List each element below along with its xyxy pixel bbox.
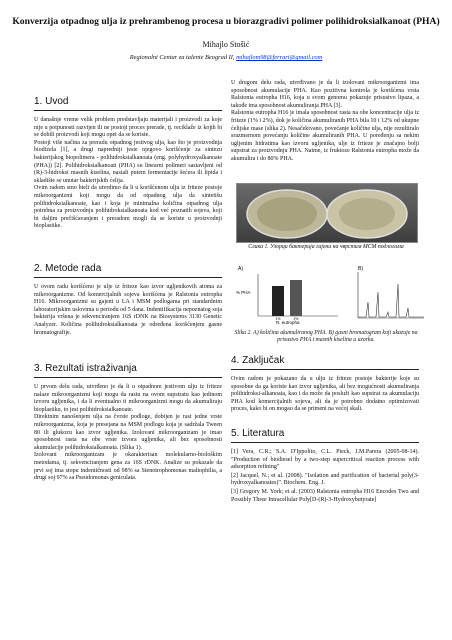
intro-paragraph-3: Ovim radom smo hteli da utvrdimo da li u korišćenom ulju iz friteze postoje mikroorganizmi koji mogu da od otpadnog ulja da sintetišu polihidroksialkanoate, kao i koja je minimalna količina otpadnog ulja potrebna za proizvodnju polihidroksialkanoata kod već poznatih sojeva, koji bi daljim prečišćavanjem i preradom mogli da se koriste u proizvodnji bioplastike.: [34, 185, 222, 230]
reference-item: [1] Vera, C.R.; S.A. D'Ippolito, C.L. Pieck, J.M.Parera (2005-08-14). "Production of biodiesel by a two-step supercritical reaction process with adsorption refining": [231, 448, 419, 471]
section-heading-results: 3. Rezultati istraživanja: [34, 363, 222, 378]
reference-item: [3] Gregory M. York; et al. (2003) Ralstonia eutropha H16 Encodes Two and Possibly Three Intracellular Poly[D-(R)-3-Hydroxybutyrate]: [231, 488, 419, 503]
results-paragraph-1: U prvom delu rada, utvrđeno je da li u otpadnom jestivom ulju iz friteze nalaze mikroorganizmi koji mogu da rastu na ovom supstratu kao jedinom izvoru ugljenika, i da li eventualno ti mikroorganizmi mogu da akumuliraju bioplastiku, to jest polihidroksialkanoate.: [34, 384, 222, 413]
intro-paragraph-2: Postoji više načina za preradu otpadnog jestivog ulja, kao što je proizvodnja biodizela [1], a drugi napredniji jeste njegovo korišćenje za sintezu bakterijskog biopolimera - polihidroksialkanoata (eng. polyhydroxyalkanoate (PHA)) [2]. Polihidroksialkanoati (PHA) su linearni polimeri sastavljeni od (R)-3-hidroksi masnih kiselina, nastali putem fermentacije šećera ili lipida i skladište se unutar bakterijskih ćelija.: [34, 139, 222, 184]
section-heading-intro: 1. Uvod: [34, 96, 222, 111]
panel-b-label: B): [358, 266, 363, 272]
right-lower-column: [231, 355, 419, 505]
bar-category-label: 2%: [293, 317, 299, 321]
methods-paragraph: U ovom radu korišćeno je ulje iz friteze kao izvor ugljenikovih atoma za mikroorganizme. Od komercijalnih sojeva korišćena je Ralstonia eutropha H16. Mikroorganizmi su gajeni u LA i MSM podlogama pri standardnim laboratorijskim uslovima u periodu od 5 dana. Indentifikacija nepoznatog soja bakterija vršena je sekvenciranjem 16S rDNK na Biosystems 3130 Genetic Analyzer. Količina polihidroksialkanoata je određena korišćenjem gasne hromatografije.: [34, 284, 222, 336]
section-methods: [34, 263, 222, 337]
panel-a-label: A): [238, 266, 243, 272]
right-column: [231, 80, 419, 164]
conclusion-paragraph: Ovim radom je pokazano da u ulju iz friteze postoje bakterije koje su sposobne da ga koriste kao izvor ugljenika, ali bez mogućnosti akumuliranja polihidroksi-alkanoata, kao i da može da posluži kao supstrat za akumulaciju PHA kod komercijalnih sojeva, ali da je potrebno dodatno optimizovati proces, kako bi on mogao da se primeni na većoj skali.: [231, 376, 419, 413]
section-heading-conclusion: 4. Zaključak: [231, 355, 419, 370]
bar-category-label: 1%: [275, 317, 281, 321]
section-intro: [34, 96, 222, 231]
bar: [290, 280, 302, 316]
paper-title: Konverzija otpadnog ulja iz prehrambenog procesa u biorazgradivi polimer polihidroksialkanoat (PHA): [12, 16, 440, 27]
section-heading-methods: 2. Metode rada: [34, 263, 222, 278]
section-heading-references: 5. Literatura: [231, 428, 419, 443]
right-paragraph-2: Ralstonia eutropha H16 je imala sposobnost rasta na obe koncentracije ulja iz friteze (1% i 2%), dok je količina akumuliranih PHA bila 10 i 12% od ukupne ćelijske mase (slika 2). Nesačekivano, povećanje količine ulja, nije rezultiralo srazmernom povećanju količine akumuliranih PHA. U poređenju sa nekim ugljenim hidratima kao izvoru ugljenika, ulje iz friteze je značajno bolji supstrat za proizvodnju PHA. Naime, iz fruktoze Ralstonia eutropha može da akumulira i do 80% PHA.: [231, 110, 419, 162]
reference-list: [231, 449, 419, 504]
bar: [272, 286, 284, 316]
author-name: Mihajlo Stošić: [202, 40, 250, 49]
reference-item: [2] Jacquel, N.; et al. (2008). "Isolation and purification of bacterial poly(3-hydroxyalkanoates)". Biochem. Eng. J.: [231, 472, 419, 487]
email-link[interactable]: mihajlom98@ferrari@gmail.com: [236, 54, 323, 61]
results-paragraph-3: Izolovani mikroorganizam je okarakterisan molekularno-biološkim metodama, tj. sekvenciranjem gena za 16S rDNK. Analize su pokazale da prvi soj ima stopu indentičnosti od 98% sa Stenotrophomonas maltophilia, a drugi soj 97% sa Pseudomonas geniculata.: [34, 452, 222, 482]
y-axis-label: % PHA: [236, 290, 251, 295]
figure-1-caption: Слика 1. Узорци бактерија гајени на чврстим МСМ подлогама: [248, 244, 404, 250]
figure-2-graphic: [236, 262, 426, 328]
results-paragraph-2: Direktnim nanošenjem ulja na čvrste podloge, dobijen je rast jedne vrste mikroorganizma, koja je presejana na MSM podlogu koja je sadržala Tween 80 ili glukozu kao izvor ugljenika. Izolovani mikroorganizam je imao sposobnost rasta na obe vrste izvora ugljenika, ali bez sposobnosti akumulacije polihidroksialkanoata. (Slika 1).: [34, 414, 222, 451]
affiliation: [0, 54, 452, 61]
figure-2-caption: Slika 2. A) količina akumuliranog PHA. B) gasni hromatogram koji ukazuje na prisustvo PHA i masnih kiselina u uzorku.: [234, 330, 418, 343]
bar-chart: [258, 274, 338, 321]
section-results: [34, 363, 222, 483]
affiliation-text: Regionalni Centar za talente Beograd II,: [129, 54, 235, 61]
figure-1-photo: [236, 183, 418, 243]
x-axis-label: R. eutropha: [276, 320, 300, 325]
figure-2: [236, 262, 426, 328]
right-paragraph-1: U drugom delu rada, utvrđivano je da li izolovani mikroorganizmi ima sposobnost akumulacije PHA. Kao pozitivna kontrola je korišćena vrsta Ralstonia eutropha H16, koja u svom genomu pokazuje prisustvo lipaza, a takođe ima sposobnost akumuliranja PHA [3].: [231, 80, 419, 109]
intro-paragraph-1: U današnje vreme velik problem predstavljaju materijali i proizvodi za koje nije u potpunosti razvijen ili ne postoji proces prerade, tj. reciklaže iz kojih bi se dobili proizvodi koji mogu opet da se koriste.: [34, 117, 222, 139]
chromatogram: [358, 272, 424, 318]
petri-dishes-image: [237, 184, 417, 242]
